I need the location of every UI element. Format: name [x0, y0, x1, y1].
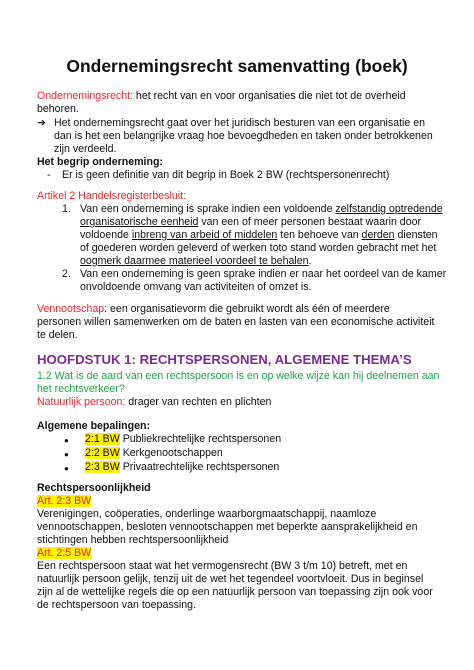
- paragraph2-line-1: Een rechtspersoon staat wat het vermogensrecht (BW 3 t/m 10) betreft, met en: [37, 560, 408, 572]
- heading-algemene-bepalingen: Algemene bepalingen:: [37, 420, 151, 432]
- term-ondernemingsrecht: Ondernemingsrecht:: [37, 90, 133, 102]
- paragraph1-line-2: vennootschappen, besloten vennootschappen met beperkte aansprakelijkheid en: [37, 521, 418, 533]
- list-number-1: 1.: [62, 203, 71, 215]
- text-segment: diensten: [394, 229, 438, 241]
- text-segment: van een of meer personen bestaat waarin door: [198, 216, 421, 228]
- vennootschap-line-1: [37, 303, 390, 316]
- dash-bullet: -: [47, 169, 51, 181]
- artikel-item1-line3: [80, 229, 438, 242]
- intro-definition: het recht van en voor organisaties die niet tot de overheid: [132, 90, 406, 102]
- underlined-term: inbreng van arbeid of middelen: [131, 229, 278, 241]
- list-number-2: 2.: [62, 268, 71, 280]
- article-reference-2: [37, 547, 91, 560]
- chapter-heading: HOOFDSTUK 1: RECHTSPERSONEN, ALGEMENE THEMA’S: [37, 352, 412, 367]
- vennootschap-definition: : een organisatievorm die gebruikt wordt als één of meerdere: [104, 303, 390, 315]
- intro-line-2: behoren.: [37, 103, 79, 115]
- arrow-line-1: Het ondernemingsrecht gaat over het juridisch besturen van een organisatie en: [54, 117, 426, 129]
- highlighted-reference: 2:2 BW: [85, 447, 120, 459]
- highlighted-reference: 2:3 BW: [85, 461, 120, 473]
- artikel-item1-line1: [80, 203, 443, 216]
- subsection-line-1: 1.2 Wat is de aard van een rechtspersoon is en op welke wijze kan hij deelnemen aan: [37, 370, 440, 382]
- bepaling-item-3: [85, 461, 279, 474]
- paragraph2-line-2: natuurlijk persoon gelijk, tenzij uit de wet het tegendeel voortvloeit. Dus in beginsel: [37, 573, 424, 585]
- heading-rechtspersoonlijkheid: Rechtspersoonlijkheid: [37, 482, 151, 494]
- bepaling-text: Kerkgenootschappen: [119, 447, 223, 459]
- arrow-line-2: dan is het een belangrijke vraag hoe bevoegdheden en taken onder betrokkenen: [54, 130, 433, 142]
- artikel-item2-line2: onvoldoende omvang van activiteiten of omzet is.: [80, 281, 312, 293]
- bullet-icon: ●: [64, 464, 69, 473]
- arrow-icon: ➔: [37, 117, 46, 129]
- bullet-icon: ●: [64, 436, 69, 445]
- arrow-line-3: zijn verdeeld.: [54, 143, 117, 155]
- highlighted-reference: 2:1 BW: [85, 433, 120, 445]
- begrip-item: Er is geen definitie van dit begrip in Boek 2 BW (rechtspersonenrecht): [62, 169, 390, 181]
- bullet-icon: ●: [64, 450, 69, 459]
- bepaling-item-1: [85, 433, 281, 446]
- subsection-line-2: het rechtsverkeer?: [37, 383, 125, 395]
- bepaling-text: Privaatrechtelijke rechtspersonen: [119, 461, 280, 473]
- text-segment: .: [308, 255, 312, 267]
- natuurlijk-persoon-definition: drager van rechten en plichten: [125, 396, 272, 408]
- paragraph1-line-3: stichtingen hebben rechtspersoonlijkheid: [37, 534, 229, 546]
- article-reference-1: [37, 495, 91, 508]
- underlined-term: oogmerk daarmee materieel voordeel te behalen: [80, 255, 309, 267]
- bepaling-text: Publiekrechtelijke rechtspersonen: [119, 433, 282, 445]
- natuurlijk-persoon-line: [37, 396, 271, 409]
- text-segment: voldoende: [80, 229, 132, 241]
- paragraph1-line-1: Verenigingen, coöperaties, onderlinge waarborgmaatschappij, naamloze: [37, 508, 377, 520]
- heading-artikel-2: Artikel 2 Handelsregisterbesluit:: [37, 190, 186, 202]
- intro-line-1: [37, 90, 406, 103]
- underlined-term: organisatorische eenheid: [80, 216, 199, 228]
- artikel-item1-line4: of goederen worden geleverd of werken toto stand worden gebracht met het: [80, 242, 437, 254]
- term-natuurlijk-persoon: Natuurlijk persoon:: [37, 396, 126, 408]
- artikel-item2-line1: Van een onderneming is geen sprake indien er naar het oordeel van de kamer: [80, 268, 447, 280]
- paragraph2-line-4: de rechtspersoon van toepassing.: [37, 599, 197, 611]
- vennootschap-line-3: te delen.: [37, 329, 78, 341]
- heading-begrip: Het begrip onderneming:: [37, 156, 163, 168]
- document-title: Ondernemingsrecht samenvatting (boek): [66, 56, 408, 76]
- underlined-term: zelfstandig optredende: [335, 203, 443, 215]
- highlighted-article: Art. 2:5 BW: [37, 547, 92, 559]
- underlined-term: derden: [361, 229, 395, 241]
- artikel-item1-line5: [80, 255, 311, 268]
- text-segment: ten behoeve van: [277, 229, 362, 241]
- bepaling-item-2: [85, 447, 223, 460]
- vennootschap-line-2: personen willen samenwerken om de baten en lasten van een economische activiteit: [37, 316, 435, 328]
- term-vennootschap: Vennootschap: [37, 303, 105, 315]
- highlighted-article: Art. 2:3 BW: [37, 495, 92, 507]
- paragraph2-line-3: zijn al de wettelijke regels die op een natuurlijk persoon van toepassing zijn ook voor: [37, 586, 433, 598]
- text-segment: Van een onderneming is sprake indien een voldoende: [80, 203, 336, 215]
- artikel-item1-line2: [80, 216, 421, 229]
